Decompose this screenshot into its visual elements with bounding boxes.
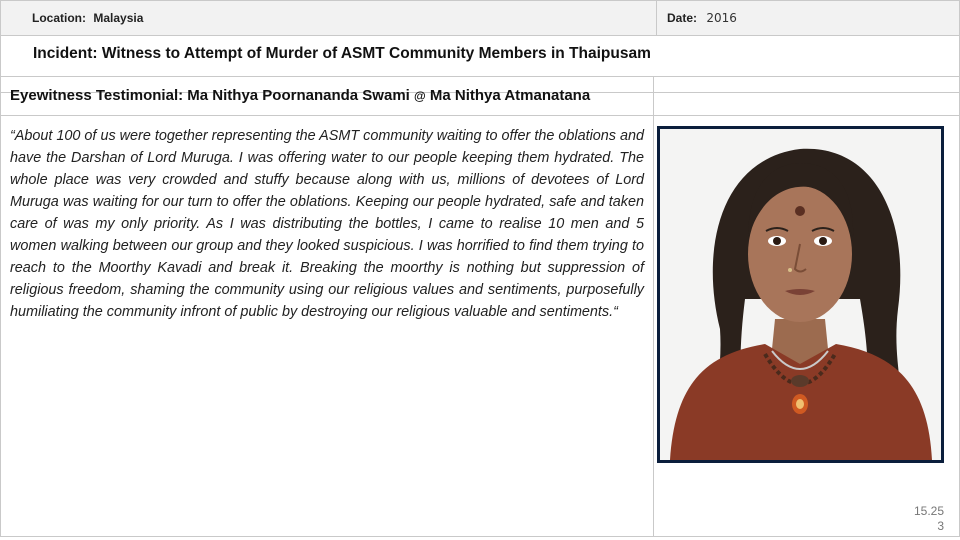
testimonial-heading-at: @ bbox=[414, 89, 426, 103]
incident-title: Incident: Witness to Attempt of Murder of ASMT Community Members in Thaipusam bbox=[33, 45, 651, 62]
location-field bbox=[32, 11, 143, 25]
page-number-line2: 3 bbox=[937, 519, 944, 533]
divider bbox=[653, 92, 960, 93]
witness-photo bbox=[657, 126, 944, 463]
date-label: Date: bbox=[667, 11, 698, 25]
date-field bbox=[667, 11, 737, 25]
testimonial-heading-suffix: Ma Nithya Atmanatana bbox=[429, 87, 591, 104]
page-number-line1: 15.25 bbox=[913, 504, 944, 518]
portrait-illustration bbox=[660, 129, 941, 460]
testimonial-heading bbox=[10, 87, 590, 104]
testimonial-quote: “About 100 of us were together representing the ASMT community waiting to offer the oblations and have the Darshan of Lord Muruga. I was offering water to our people keeping them hydrated. The whole place was very crowded and stuffy because along with us, millions of devotees of Lord Muruga was waiting for our turn to offer the oblations. Keeping our people hydrated, safe and taken care of was my only priority. As I was distributing the bottles, I came to realise 10 men and 5 women walking between our group and they looked suspicious. I was horrified to find them trying to reach to the Moorthy Kavadi and break it. Breaking the moorthy is nothing but suppression of religious freedom, shaming the community using our religious values and sentiments, purposefully humiliating the community infront of public by destroying our religious valuable and sentiments.“ bbox=[10, 128, 644, 320]
location-value: Malaysia bbox=[93, 11, 144, 25]
page-number bbox=[884, 504, 944, 534]
location-label: Location: bbox=[32, 11, 86, 25]
date-value: 2016 bbox=[706, 11, 737, 25]
testimonial-heading-prefix: Eyewitness Testimonial: Ma Nithya Poornananda Swami bbox=[10, 87, 410, 104]
right-heading-cell bbox=[653, 76, 960, 116]
